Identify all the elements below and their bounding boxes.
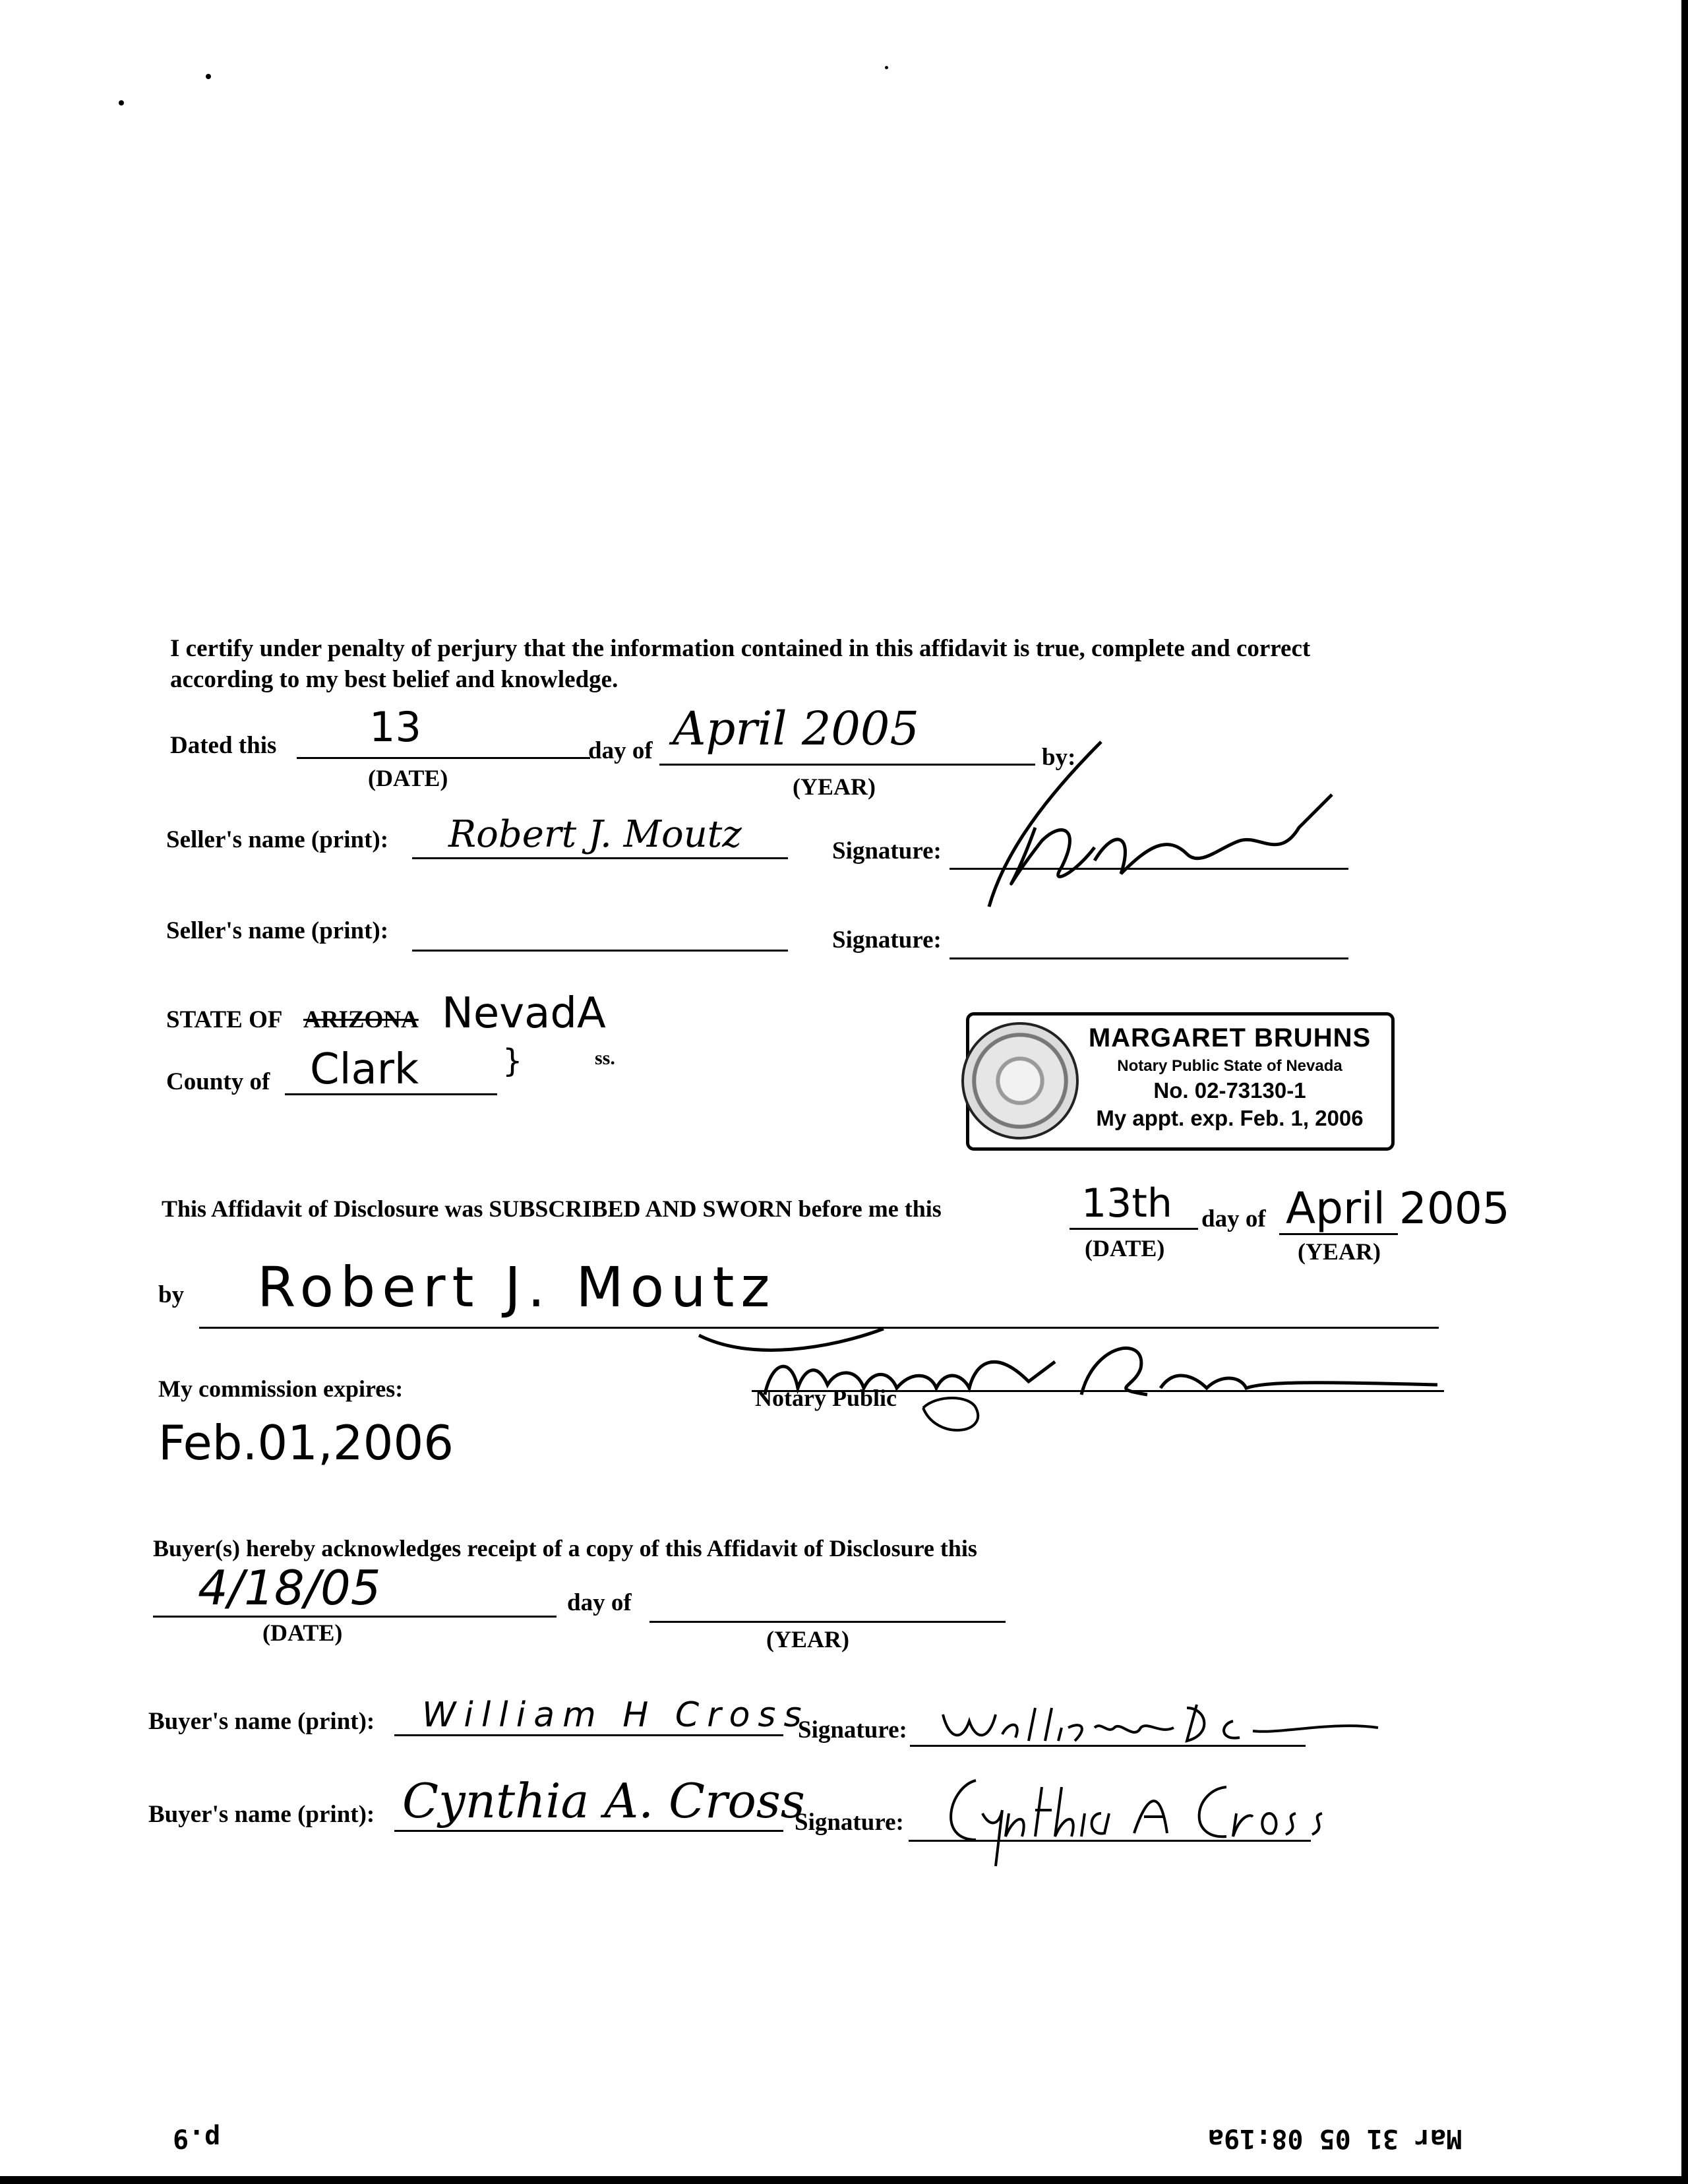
dated-day-of: day of <box>588 737 653 764</box>
sworn-date-caption: (DATE) <box>1085 1235 1165 1261</box>
ss-label: ss. <box>595 1047 615 1069</box>
speck <box>885 66 888 69</box>
scan-border-right <box>1681 0 1688 2184</box>
fax-timestamp: Mar 31 05 08:19a <box>1208 2123 1462 2154</box>
buyer-ack-date-caption: (DATE) <box>262 1620 343 1646</box>
state-value: NevadA <box>442 989 606 1038</box>
certify-line-2: according to my best belief and knowledge. <box>170 666 618 693</box>
buyer1-signature-label: Signature: <box>798 1716 907 1744</box>
seller2-name-line <box>412 950 788 952</box>
seller1-name-line <box>412 857 788 859</box>
sworn-date-line <box>1070 1228 1198 1230</box>
buyer1-name-value: William H Cross <box>422 1695 810 1735</box>
dated-label: Dated this <box>170 732 277 759</box>
buyer-ack-date-line <box>153 1616 557 1618</box>
scan-border-bottom <box>0 2176 1688 2184</box>
notary-stamp <box>966 1012 1395 1151</box>
seller1-signature-mark <box>950 729 1345 920</box>
commission-label: My commission expires: <box>158 1376 404 1402</box>
dated-date-line <box>297 757 590 759</box>
venue-brace: } <box>502 1043 523 1079</box>
dated-year-value: April 2005 <box>673 702 919 756</box>
sworn-day-of: day of <box>1201 1205 1266 1232</box>
seller1-name-value: Robert J. Moutz <box>448 813 742 856</box>
seller2-name-label: Seller's name (print): <box>166 917 389 944</box>
seller2-signature-line <box>950 957 1348 959</box>
county-value: Clark <box>310 1045 419 1094</box>
stamp-notary-number: No. 02-73130-1 <box>1153 1078 1306 1103</box>
buyer2-name-line <box>394 1830 783 1832</box>
page-number: p.9 <box>173 2123 221 2154</box>
notary-public-label: Notary Public <box>755 1385 897 1411</box>
speck <box>206 74 211 79</box>
state-seal-icon <box>961 1022 1079 1139</box>
seller1-name-label: Seller's name (print): <box>166 826 389 853</box>
buyer2-name-label: Buyer's name (print): <box>148 1801 375 1828</box>
buyer-ack-text: Buyer(s) hereby acknowledges receipt of a copy of this Affidavit of Disclosure this <box>153 1535 977 1562</box>
buyer-ack-date-value: 4/18/05 <box>198 1560 381 1616</box>
buyer2-signature-label: Signature: <box>795 1809 904 1836</box>
state-label: STATE OF <box>166 1006 283 1033</box>
sworn-date-value: 13th <box>1081 1180 1172 1227</box>
dated-date-caption: (DATE) <box>368 765 448 791</box>
sworn-year-caption: (YEAR) <box>1298 1238 1381 1265</box>
dated-date-value: 13 <box>369 703 421 751</box>
buyer1-name-label: Buyer's name (print): <box>148 1708 375 1735</box>
sworn-by-label: by <box>158 1281 185 1308</box>
buyer-ack-year-line <box>649 1621 1006 1623</box>
speck <box>119 100 124 106</box>
stamp-notary-title: Notary Public State of Nevada <box>1117 1057 1342 1075</box>
stamp-notary-name: MARGARET BRUHNS <box>1088 1023 1372 1052</box>
buyer-ack-year-caption: (YEAR) <box>766 1626 849 1653</box>
buyer2-signature-mark <box>936 1774 1345 1873</box>
state-struck-value: ARIZONA <box>303 1006 419 1033</box>
sworn-text: This Affidavit of Disclosure was SUBSCRIBED AND SWORN before me this <box>162 1196 942 1222</box>
seller2-signature-label: Signature: <box>832 926 942 954</box>
dated-by: by: <box>1042 744 1076 771</box>
commission-value: Feb.01,2006 <box>158 1415 454 1471</box>
buyer-ack-day-of: day of <box>567 1589 632 1616</box>
sworn-by-value: Robert J. Moutz <box>257 1255 777 1320</box>
buyer2-name-value: Cynthia A. Cross <box>402 1773 805 1829</box>
notary-signature-mark <box>686 1322 1444 1434</box>
seller1-signature-label: Signature: <box>832 837 942 864</box>
sworn-year-value: April 2005 <box>1286 1183 1510 1234</box>
buyer1-signature-mark <box>936 1695 1385 1754</box>
county-label: County of <box>166 1068 270 1095</box>
certify-line-1: I certify under penalty of perjury that the information contained in this affidavit is true, complete and correct <box>170 635 1311 662</box>
stamp-notary-expiration: My appt. exp. Feb. 1, 2006 <box>1096 1106 1364 1130</box>
dated-year-caption: (YEAR) <box>793 774 876 800</box>
